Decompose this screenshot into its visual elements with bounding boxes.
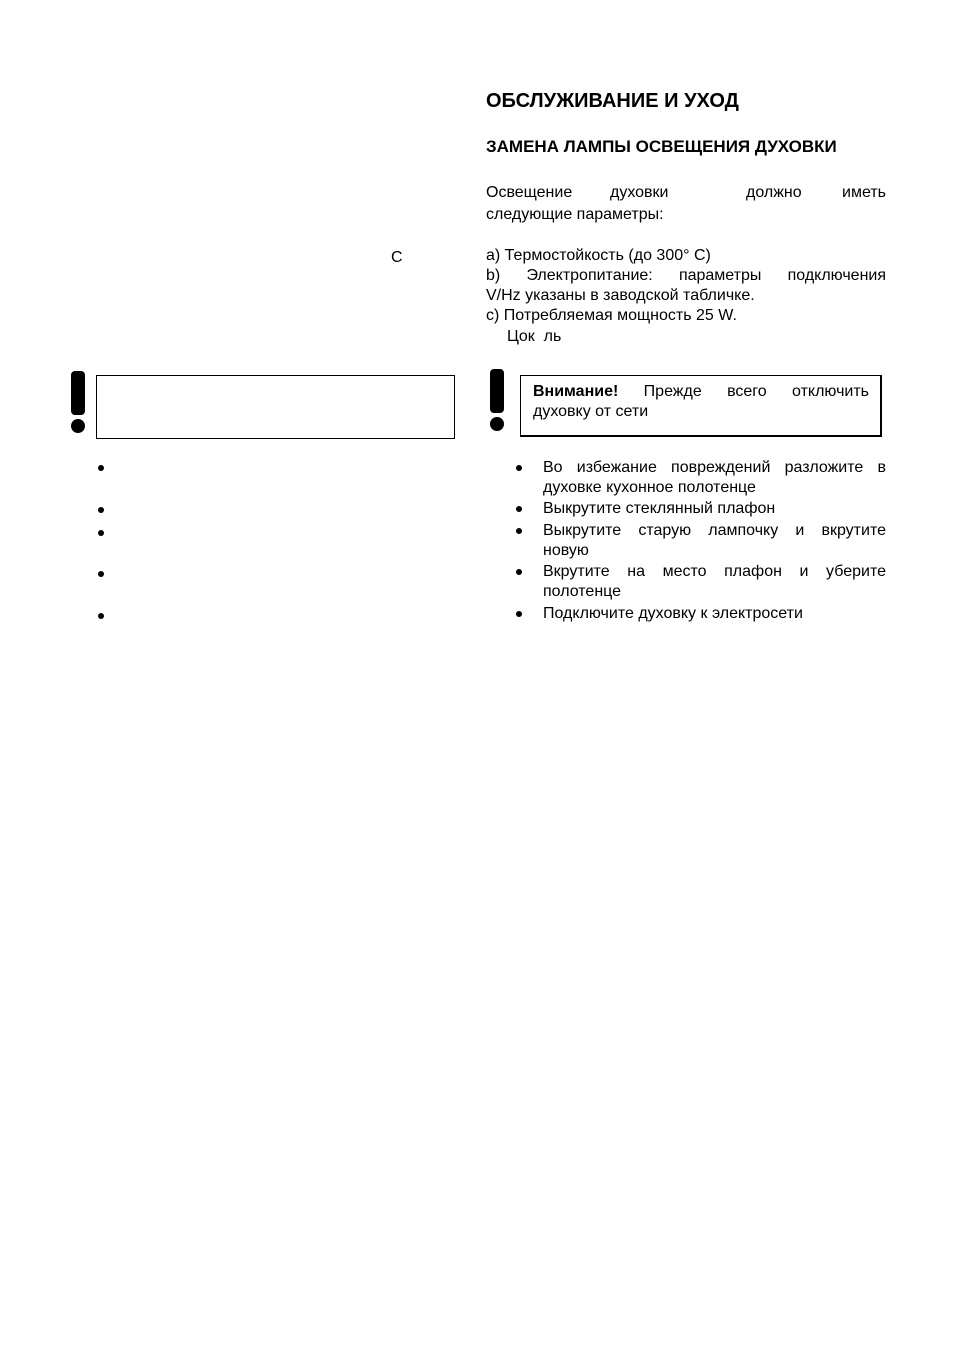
- list-item: Выкрутите старую лампочку и вкрутите новую: [543, 522, 886, 559]
- list-item: Выкрутите стеклянный плафон: [543, 500, 776, 517]
- left-bullet: [98, 465, 104, 471]
- left-bullet: [98, 571, 104, 577]
- page-title: ОБСЛУЖИВАНИЕ И УХОД: [486, 90, 739, 112]
- param-b-line1: b) Электропитание: параметры подключения: [486, 267, 886, 284]
- list-item: Вкрутите на место плафон и уберите полотенце: [543, 563, 886, 600]
- param-c: с) Потребляемая мощность 25 W.: [486, 307, 737, 324]
- list-item: Подключите духовку к электросети: [543, 605, 803, 622]
- warning-box: [520, 375, 882, 437]
- warning-text: Прежде всего отключить: [618, 383, 869, 400]
- list-item: Во избежание повреждений разложите в духовке кухонное полотенце: [543, 459, 886, 496]
- intro-line-2: следующие параметры:: [486, 206, 664, 223]
- exclamation-icon: [70, 371, 86, 435]
- warning-label: Внимание!: [533, 383, 619, 400]
- warning-line-1: [533, 382, 869, 402]
- exclamation-icon: [489, 369, 505, 433]
- param-a: а) Термостойкость (до 300° С): [486, 247, 711, 264]
- intro-line-1: Освещение духовки должно иметь: [486, 184, 886, 201]
- section-title: ЗАМЕНА ЛАМПЫ ОСВЕЩЕНИЯ ДУХОВКИ: [486, 137, 837, 156]
- stray-letter: C: [391, 249, 403, 266]
- param-b-line2: V/Hz указаны в заводской табличке.: [486, 287, 755, 304]
- left-bullet: [98, 613, 104, 619]
- list-bullet: [516, 528, 522, 534]
- left-warning-box: [96, 375, 455, 439]
- list-bullet: [516, 569, 522, 575]
- list-bullet: [516, 611, 522, 617]
- left-bullet: [98, 507, 104, 513]
- warning-line-2: духовку от сети: [533, 403, 649, 420]
- list-bullet: [516, 465, 522, 471]
- param-d: Цок ль: [507, 328, 562, 345]
- left-bullet: [98, 530, 104, 536]
- list-bullet: [516, 506, 522, 512]
